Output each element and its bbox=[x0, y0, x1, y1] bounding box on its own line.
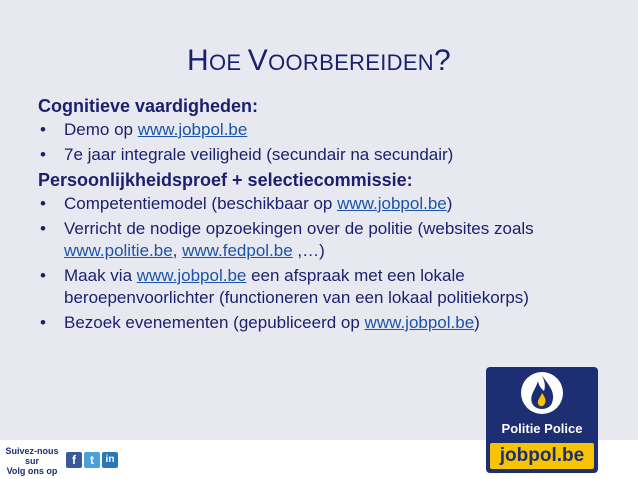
follow-us-label bbox=[4, 446, 60, 476]
jobpol-link[interactable]: www.jobpol.be bbox=[364, 313, 475, 332]
jobpol-link[interactable]: www.jobpol.be bbox=[137, 120, 248, 139]
politie-link[interactable]: www.politie.be bbox=[64, 241, 173, 260]
item-text: Bezoek evenementen (gepubliceerd op bbox=[64, 313, 365, 332]
bullet: • bbox=[40, 145, 46, 164]
facebook-icon[interactable]: f bbox=[66, 452, 82, 468]
item-text: Demo op bbox=[64, 120, 138, 139]
title-initial-v: V bbox=[247, 44, 269, 77]
item-text: ) bbox=[446, 194, 453, 213]
cognitive-heading: Cognitieve vaardigheden: bbox=[38, 96, 259, 116]
list-item bbox=[38, 218, 608, 262]
item-text: 7e jaar integrale veiligheid (secundair na secundair) bbox=[64, 145, 454, 164]
jobpol-link[interactable]: www.jobpol.be bbox=[337, 194, 447, 213]
item-text: Verricht de nodige opzoekingen over de politie (websites zoals bbox=[64, 219, 534, 238]
item-text: , bbox=[172, 241, 183, 260]
slide-title bbox=[0, 44, 638, 78]
politie-logo[interactable] bbox=[486, 367, 598, 473]
follow-fr: Suivez-nous sur bbox=[5, 446, 59, 466]
bullet: • bbox=[40, 194, 46, 213]
police-flame-icon bbox=[486, 367, 598, 420]
title-part-oorbereiden: OORBEREIDEN bbox=[268, 50, 434, 75]
list-item bbox=[38, 119, 608, 141]
slide-content bbox=[38, 95, 608, 337]
bullet: • bbox=[40, 313, 46, 332]
bullet: • bbox=[40, 120, 46, 139]
item-text: Competentiemodel (beschikbaar op bbox=[64, 194, 338, 213]
follow-nl: Volg ons op bbox=[6, 466, 58, 476]
list-item bbox=[38, 144, 608, 166]
personality-heading: Persoonlijkheidsproef + selectiecommissie: bbox=[38, 170, 413, 190]
twitter-icon[interactable]: t bbox=[84, 452, 100, 468]
logo-url: jobpol.be bbox=[490, 443, 594, 469]
linkedin-icon[interactable]: in bbox=[102, 452, 118, 468]
list-item bbox=[38, 312, 608, 334]
bullet: • bbox=[40, 266, 46, 285]
title-part-oe: OE bbox=[208, 50, 248, 75]
jobpol-link[interactable]: www.jobpol.be bbox=[136, 266, 247, 285]
item-text: een afspraak met een lokale beroepenvoorlichter (functioneren van een lokaal politiekorps) bbox=[64, 266, 529, 307]
title-initial-h: H bbox=[187, 44, 209, 77]
list-item bbox=[38, 265, 608, 309]
item-text: Maak via bbox=[64, 266, 137, 285]
item-text: ,…) bbox=[292, 241, 325, 260]
logo-name: Politie Police bbox=[501, 421, 583, 436]
bullet: • bbox=[40, 219, 46, 238]
item-text: ) bbox=[474, 313, 480, 332]
title-question-mark: ? bbox=[433, 44, 451, 77]
fedpol-link[interactable]: www.fedpol.be bbox=[182, 241, 293, 260]
list-item bbox=[38, 193, 608, 215]
